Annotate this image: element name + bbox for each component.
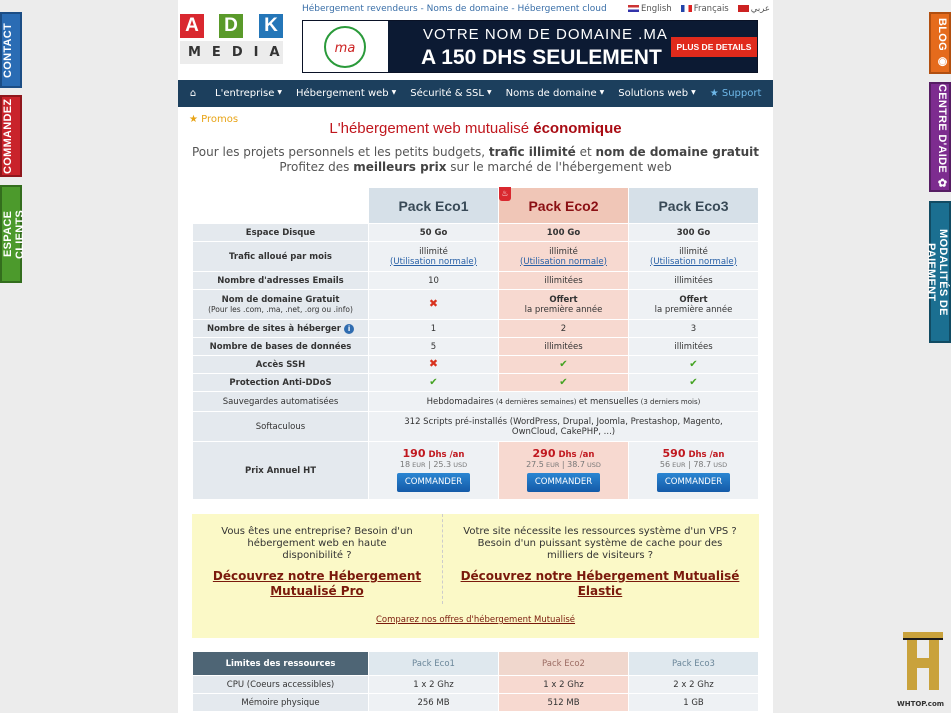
commandez-tab[interactable] — [0, 95, 22, 177]
cell-value: et mensuelles — [578, 396, 639, 407]
upsell-question: Vous êtes une entreprise? Besoin d'un hébergement web en haute disponibilité ? — [221, 526, 413, 561]
title-main: L'hébergement web mutualisé — [329, 120, 534, 137]
cell: 2 — [499, 320, 629, 338]
cell — [369, 356, 499, 374]
row-label: Accès SSH — [193, 356, 369, 374]
cell-value: illimité — [549, 246, 578, 257]
aide-tab[interactable] — [929, 82, 951, 192]
sub-bold: meilleurs prix — [353, 160, 447, 174]
price-cell — [499, 442, 629, 500]
plan-header: Pack Eco1 — [369, 188, 499, 224]
row-label: Protection Anti-DDoS — [193, 374, 369, 392]
cell-value: la première année — [654, 304, 733, 315]
row-label — [193, 290, 369, 320]
price-usd: 78.7 — [693, 460, 712, 469]
row-label: Mémoire physique — [193, 694, 369, 712]
us-flag-icon — [628, 5, 639, 12]
page-subtitle — [178, 145, 773, 175]
cell-value: Offert — [549, 294, 578, 305]
price-alt — [372, 460, 495, 470]
lang-french[interactable] — [681, 4, 729, 14]
cross-icon: ✖ — [428, 357, 439, 370]
home-icon[interactable]: ⌂ — [189, 88, 197, 99]
paiement-tab[interactable] — [925, 201, 951, 343]
plan-header: Pack Eco3 — [629, 652, 759, 676]
row-label-text: Nombre de sites à héberger — [206, 323, 342, 334]
cell-note: (3 derniers mois) — [638, 397, 701, 406]
row-label: Espace Disque — [193, 224, 369, 242]
cell: illimitées — [629, 272, 759, 290]
sub-text: Pour les projets personnels et les petits budgets, — [192, 145, 489, 159]
cell: illimitées — [499, 338, 629, 356]
cell — [629, 242, 759, 272]
price — [632, 449, 755, 460]
sub-text: Profitez des — [279, 160, 354, 174]
help-icon: ✿ — [936, 176, 948, 190]
cell: 100 Go — [499, 224, 629, 242]
lang-english[interactable] — [628, 4, 672, 14]
check-icon: ✔ — [689, 376, 698, 388]
usage-link[interactable]: (Utilisation normale) — [520, 256, 607, 267]
divider — [442, 514, 443, 604]
aide-tab-label: CENTRE D'AIDE — [936, 84, 948, 174]
row-label: Prix Annuel HT — [193, 442, 369, 500]
watermark-text: WHTOP.com — [897, 700, 945, 708]
eur-label: EUR — [410, 461, 426, 469]
caret-down-icon: ▼ — [277, 89, 282, 96]
cell: 3 — [629, 320, 759, 338]
cell: 1 x 2 Ghz — [369, 676, 499, 694]
fr-flag-icon — [681, 5, 692, 12]
price-value: 190 — [402, 447, 426, 460]
lang-french-label: Français — [693, 4, 729, 14]
usage-link[interactable]: (Utilisation normale) — [390, 256, 477, 267]
cell — [499, 374, 629, 392]
price-unit: Dhs /an — [685, 450, 725, 460]
nav-securite[interactable] — [403, 88, 498, 99]
plan-header: Pack Eco2 — [499, 188, 629, 224]
price-usd: 25.3 — [433, 460, 452, 469]
espace-clients-tab[interactable] — [0, 185, 26, 283]
price-cell — [629, 442, 759, 500]
usd-label: USD — [451, 461, 468, 469]
nav-hebergement[interactable] — [289, 88, 403, 99]
cell — [499, 356, 629, 374]
price-unit: Dhs /an — [425, 450, 465, 460]
star-icon: ★ — [189, 114, 202, 125]
cell-value: illimité — [679, 246, 708, 257]
cell: 5 — [369, 338, 499, 356]
cell — [369, 290, 499, 320]
cross-icon: ✖ — [428, 297, 439, 310]
fire-badge-icon: ♨ — [499, 187, 511, 201]
price — [502, 449, 625, 460]
row-label: Softaculous — [193, 412, 369, 442]
sep: | — [685, 460, 694, 469]
price-usd: 38.7 — [567, 460, 585, 469]
row-note: (Pour les .com, .ma, .net, .org ou .info) — [208, 304, 353, 314]
banner-details-button[interactable]: PLUS DE DETAILS — [671, 37, 757, 57]
contact-tab-label: CONTACT — [2, 22, 14, 78]
cell: 1 GB — [629, 694, 759, 712]
limits-header: Limites des ressources — [193, 652, 369, 676]
cell: 2 x 2 Ghz — [629, 676, 759, 694]
row-label: CPU (Coeurs accessibles) — [193, 676, 369, 694]
lang-arabic[interactable] — [738, 4, 770, 14]
nav-hebergement-label: Hébergement web — [296, 88, 389, 99]
promos-label: Promos — [201, 114, 239, 125]
sep: | — [425, 460, 434, 469]
paiement-tab-label: MODALITÉS DE PAIEMENT — [925, 228, 949, 316]
upsell-elastic — [450, 526, 750, 599]
price-alt — [632, 460, 755, 470]
commandez-tab-label: COMMANDEZ — [2, 98, 14, 174]
adk-logo[interactable] — [180, 14, 291, 64]
banner-line2: A 150 DHS SEULEMENT — [421, 46, 662, 69]
star-icon: ★ — [709, 88, 722, 99]
nav-solutions-label: Solutions web — [618, 88, 689, 99]
commander-button[interactable]: COMMANDER — [527, 473, 600, 492]
nav-solutions[interactable] — [611, 88, 702, 99]
rss-icon: ◉ — [936, 54, 948, 68]
usage-link[interactable]: (Utilisation normale) — [650, 256, 737, 267]
check-icon: ✔ — [559, 358, 568, 370]
page-title — [178, 120, 773, 137]
logo-letter-a: A — [180, 14, 204, 38]
nav-entreprise-label: L'entreprise — [215, 88, 275, 99]
logo-letter-d: D — [219, 14, 243, 38]
cell — [369, 392, 759, 412]
usd-label: USD — [584, 461, 601, 469]
check-icon: ✔ — [689, 358, 698, 370]
price-eur: 18 — [399, 460, 411, 469]
title-bold: économique — [533, 120, 622, 137]
upsell-question: Votre site nécessite les ressources système d'un VPS ? Besoin d'un puissant système de cache pour des milliers de visiteurs ? — [463, 526, 737, 561]
cell: illimitées — [499, 272, 629, 290]
blank-cell — [193, 188, 369, 224]
sub-bold: nom de domaine gratuit — [595, 145, 759, 159]
upsell-box — [192, 514, 759, 638]
banner-line1: VOTRE NOM DE DOMAINE .MA — [423, 26, 668, 43]
nav-domaines-label: Noms de domaine — [505, 88, 597, 99]
row-label-text: Nom de domaine Gratuit — [221, 294, 340, 305]
main-nav — [178, 80, 773, 107]
price-unit: Dhs /an — [555, 450, 595, 460]
row-label: Nombre d'adresses Emails — [193, 272, 369, 290]
cell — [369, 374, 499, 392]
price-cell — [369, 442, 499, 500]
lang-arabic-label: عربي — [750, 4, 770, 14]
cell-value: Offert — [679, 294, 708, 305]
sub-bold: trafic illimité — [488, 145, 576, 159]
info-icon[interactable]: i — [344, 324, 354, 334]
upsell-pro — [192, 526, 442, 599]
plan-header: Pack Eco1 — [369, 652, 499, 676]
cell — [499, 290, 629, 320]
cell-value: illimité — [419, 246, 448, 257]
check-icon: ✔ — [429, 376, 438, 388]
top-links[interactable]: Hébergement revendeurs - Noms de domaine - Hébergement cloud — [302, 4, 607, 14]
cell: 512 MB — [499, 694, 629, 712]
contact-tab[interactable] — [0, 12, 22, 88]
limits-table — [192, 651, 759, 712]
eur-label: EUR — [670, 461, 686, 469]
price-eur: 27.5 — [526, 460, 544, 469]
caret-down-icon: ▼ — [691, 89, 696, 96]
price-eur: 56 — [659, 460, 671, 469]
caret-down-icon: ▼ — [486, 89, 492, 96]
cell — [369, 242, 499, 272]
row-label: Sauvegardes automatisées — [193, 392, 369, 412]
cell — [499, 242, 629, 272]
logo-letter-k: K — [259, 14, 283, 38]
cell: 10 — [369, 272, 499, 290]
nav-domaines[interactable] — [499, 88, 612, 99]
row-label: Nombre de bases de données — [193, 338, 369, 356]
caret-down-icon: ▼ — [599, 89, 605, 96]
cell — [629, 290, 759, 320]
blog-tab-label: BLOG — [936, 18, 948, 52]
svg-text:ma: ma — [334, 41, 356, 56]
caret-down-icon: ▼ — [391, 89, 397, 96]
sep: | — [559, 460, 568, 469]
blog-tab[interactable] — [929, 12, 951, 74]
eur-label: EUR — [543, 461, 560, 469]
espace-clients-tab-label: ESPACE CLIENTS — [2, 209, 26, 259]
check-icon: ✔ — [559, 376, 568, 388]
row-label: Trafic alloué par mois — [193, 242, 369, 272]
domain-banner[interactable] — [302, 20, 758, 73]
plan-header: Pack Eco2 — [499, 652, 629, 676]
price-value: 590 — [662, 447, 686, 460]
ma-logo-icon — [303, 21, 388, 73]
cell: 1 x 2 Ghz — [499, 676, 629, 694]
row-label — [193, 320, 369, 338]
cell-value: Hebdomadaires — [426, 396, 494, 407]
ma-flag-icon — [738, 5, 749, 12]
plan-header: Pack Eco3 — [629, 188, 759, 224]
cell-note: (4 dernières semaines) — [493, 397, 579, 406]
cell: 1 — [369, 320, 499, 338]
commander-button[interactable]: COMMANDER — [657, 473, 730, 492]
cell: illimitées — [629, 338, 759, 356]
whtop-watermark — [895, 628, 951, 713]
sub-text: et — [575, 145, 596, 159]
pricing-table — [192, 187, 759, 500]
commander-button[interactable]: COMMANDER — [397, 473, 470, 492]
compare-link[interactable]: Comparez nos offres d'hébergement Mutualisé — [375, 615, 576, 625]
lang-english-label: English — [641, 4, 672, 14]
cell: 312 Scripts pré-installés (WordPress, Drupal, Joomla, Prestashop, Magento, OwnCloud, CakePHP, ...) — [369, 412, 759, 442]
nav-entreprise[interactable] — [208, 88, 289, 99]
nav-support-label: Support — [721, 88, 762, 99]
cell: 300 Go — [629, 224, 759, 242]
logo-media: MEDIA — [180, 41, 283, 64]
price-value: 290 — [532, 447, 556, 460]
usd-label: USD — [711, 461, 728, 469]
cell: 256 MB — [369, 694, 499, 712]
sub-text: sur le marché de l'hébergement web — [446, 160, 672, 174]
nav-support[interactable] — [703, 88, 769, 99]
cell — [629, 374, 759, 392]
cell: 50 Go — [369, 224, 499, 242]
language-switcher — [628, 4, 770, 14]
price-alt — [502, 460, 625, 470]
price — [372, 449, 495, 460]
elastic-link[interactable]: Découvrez notre Hébergement Mutualisé Elastic — [460, 569, 740, 598]
pro-link[interactable]: Découvrez notre Hébergement Mutualisé Pro — [212, 569, 422, 598]
cell — [629, 356, 759, 374]
cell-value: la première année — [524, 304, 603, 315]
nav-securite-label: Sécurité & SSL — [410, 88, 484, 99]
